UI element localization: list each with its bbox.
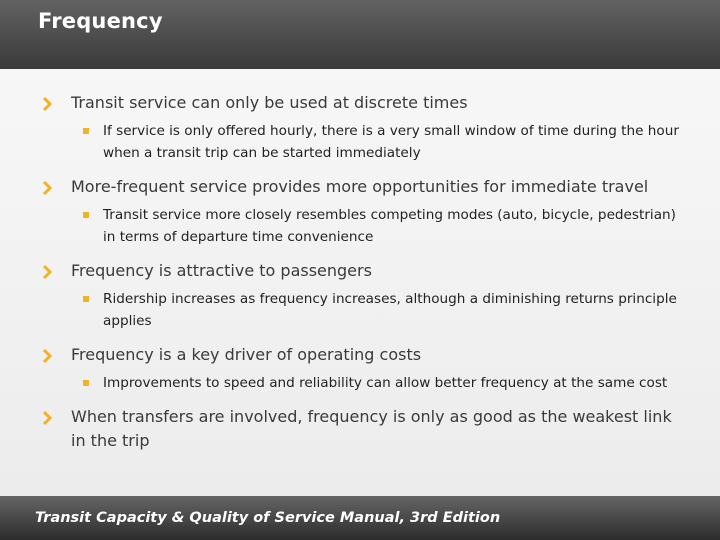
- chevron-right-icon: [40, 181, 54, 195]
- chevron-right-icon: [40, 349, 54, 363]
- sub-bullet-text: Transit service more closely resembles competing modes (auto, bicycle, pedestrian) in terms of departure time convenience: [103, 207, 676, 245]
- slide-title: Frequency: [38, 9, 163, 33]
- bullet-text: Frequency is a key driver of operating costs: [71, 345, 422, 364]
- bullet-item: [0, 175, 720, 199]
- bullet-text: Frequency is attractive to passengers: [71, 261, 372, 280]
- bullet-item: [0, 259, 720, 283]
- bullet-text: Transit service can only be used at discrete times: [71, 93, 468, 112]
- bullet-item: [0, 91, 720, 115]
- sub-bullet-item: [0, 120, 720, 164]
- bullet-list: [0, 91, 720, 458]
- square-bullet-icon: [83, 128, 89, 134]
- sub-bullet-text: If service is only offered hourly, there is a very small window of time during the hour when a transit trip can be started immediately: [103, 123, 679, 161]
- title-bar: [0, 0, 720, 69]
- sub-bullet-text: Ridership increases as frequency increases, although a diminishing returns principle applies: [103, 291, 677, 329]
- slide-content: [0, 69, 720, 496]
- chevron-right-icon: [40, 97, 54, 111]
- bullet-text: More-frequent service provides more opportunities for immediate travel: [71, 177, 649, 196]
- bullet-text: When transfers are involved, frequency is only as good as the weakest link in the trip: [71, 407, 672, 450]
- bullet-item: [0, 405, 720, 453]
- sub-bullet-item: [0, 288, 720, 332]
- square-bullet-icon: [83, 380, 89, 386]
- bullet-item: [0, 343, 720, 367]
- sub-bullet-text: Improvements to speed and reliability can allow better frequency at the same cost: [103, 375, 668, 391]
- square-bullet-icon: [83, 296, 89, 302]
- sub-bullet-item: [0, 204, 720, 248]
- sub-bullet-item: [0, 372, 720, 394]
- footer-bar: [0, 496, 720, 540]
- chevron-right-icon: [40, 265, 54, 279]
- footer-text: Transit Capacity & Quality of Service Manual, 3rd Edition: [35, 510, 501, 526]
- chevron-right-icon: [40, 411, 54, 425]
- square-bullet-icon: [83, 212, 89, 218]
